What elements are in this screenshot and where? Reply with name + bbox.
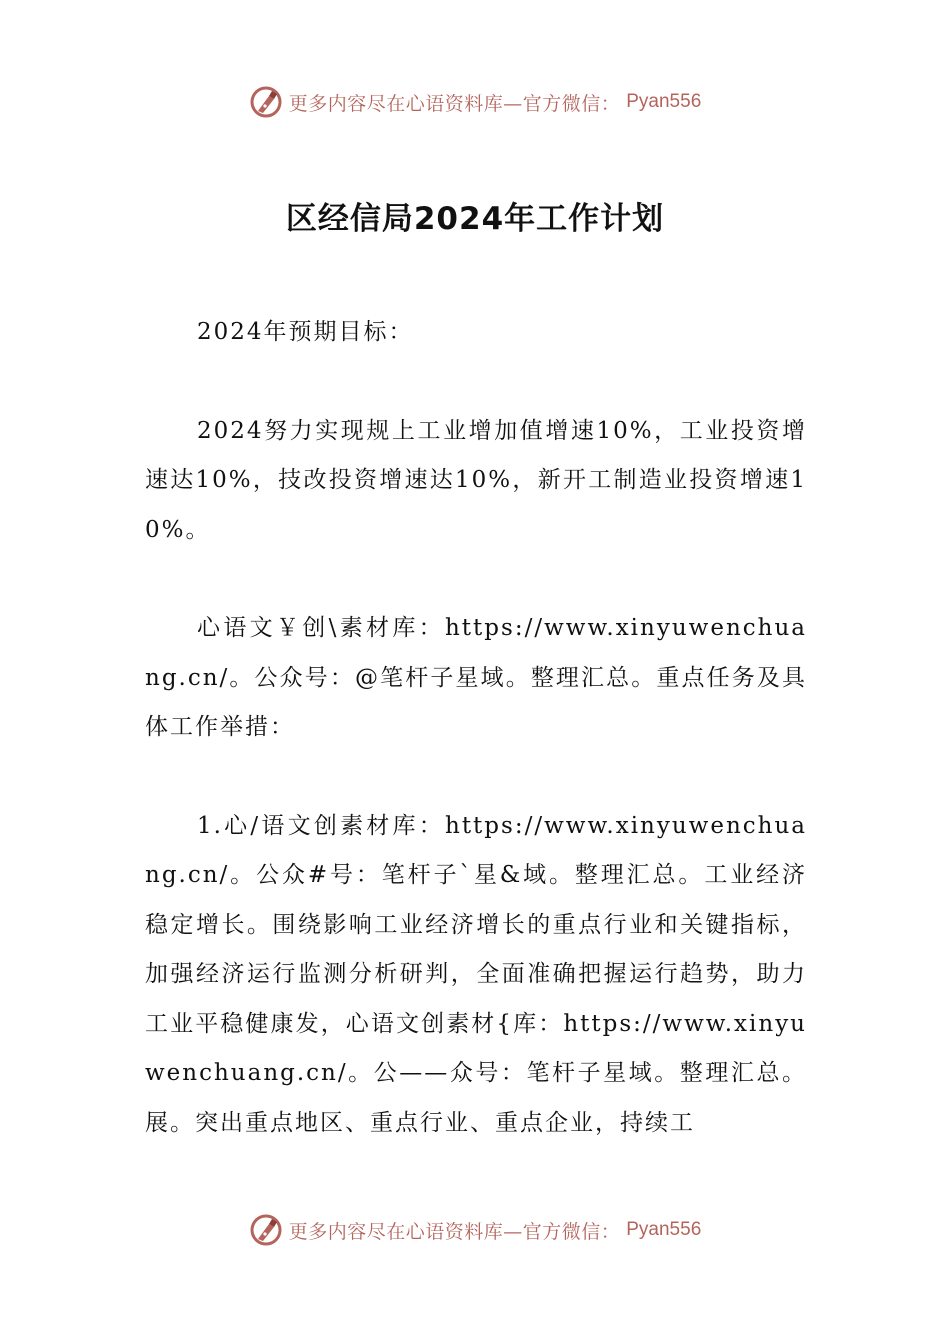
header-banner xyxy=(0,82,950,122)
paragraph-growth-targets: 2024努力实现规上工业增加值增速10%，工业投资增速达10%，技改投资增速达10%，新开工制造业投资增速10%。 xyxy=(145,417,807,543)
header-banner-text: 更多内容尽在心语资料库—官方微信： xyxy=(288,92,621,115)
paragraph-task-1: 1.心/语文创素材库：https://www.xinyuwenchuang.cn/。公众#号：笔杆子`星&域。整理汇总。工业经济稳定增长。围绕影响工业经济增长的重点行业和关键指标，加强经济运行监测分析研判，全面准确把握运行趋势，助力工业平稳健康发，心语文创素材{库：https://www.xinyuwenchuang.cn/。公——众号：笔杆子星域。整理汇总。展。突出重点地区、重点行业、重点企业，持续工 xyxy=(145,812,807,1136)
footer-banner xyxy=(0,1210,950,1250)
footer-banner-inner xyxy=(249,1213,702,1247)
pen-nib-logo-icon xyxy=(249,1213,283,1247)
document-body xyxy=(145,308,807,1197)
header-banner-inner xyxy=(249,85,702,119)
document-title: 区经信局2024年工作计划 xyxy=(285,200,665,237)
header-wechat-id: Pyan556 xyxy=(626,91,702,112)
footer-wechat-id: Pyan556 xyxy=(626,1219,702,1240)
pen-nib-logo-icon xyxy=(249,85,283,119)
footer-banner-text: 更多内容尽在心语资料库—官方微信： xyxy=(288,1220,621,1243)
paragraph-expected-goals-heading: 2024年预期目标： xyxy=(197,319,414,345)
paragraph-key-tasks-intro: 心语文￥创\素材库：https://www.xinyuwenchuang.cn/。公众号：@笔杆子星域。整理汇总。重点任务及具体工作举措： xyxy=(145,615,807,740)
